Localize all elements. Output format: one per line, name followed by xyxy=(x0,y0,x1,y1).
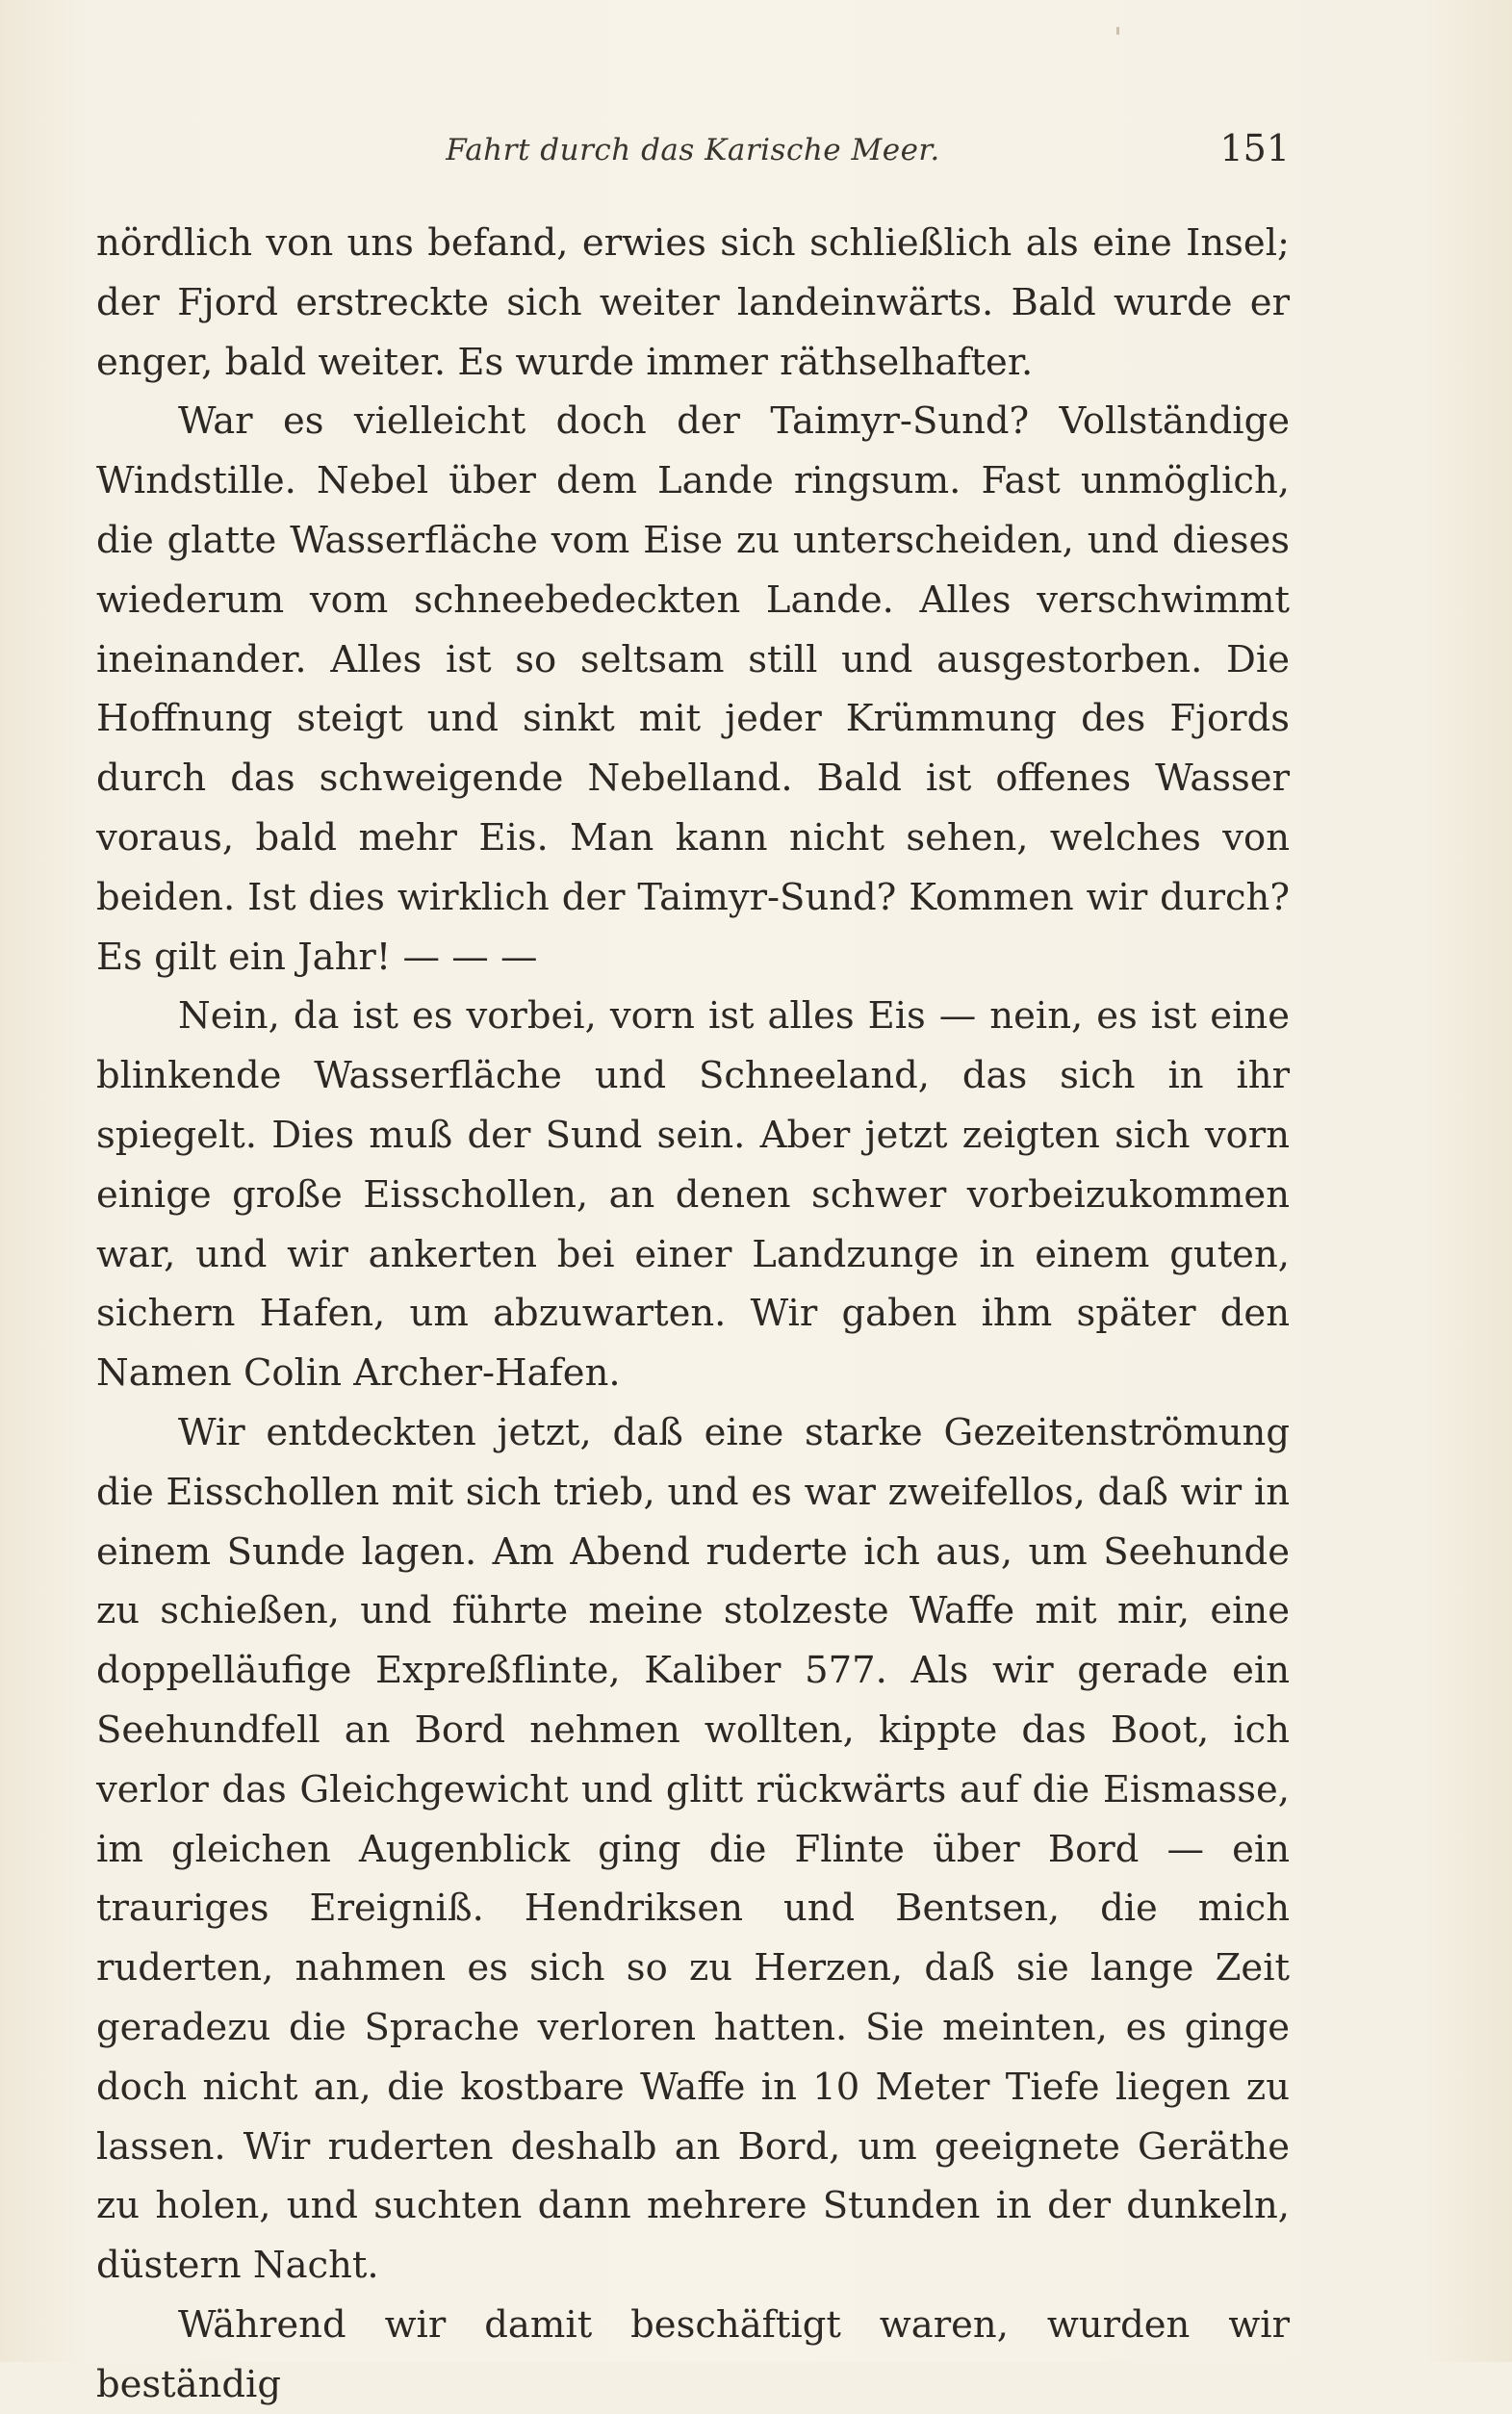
page-header xyxy=(96,127,1290,185)
running-head: Fahrt durch das Karische Meer. xyxy=(446,133,940,167)
page-number: 151 xyxy=(1219,127,1290,169)
paragraph-continuation: nördlich von uns befand, erwies sich schließlich als eine Insel; der Fjord erstreckte sich weiter landeinwärts. Bald wurde er enger, bald weiter. Es wurde immer räthselhafter. xyxy=(96,221,1290,384)
paper-speck xyxy=(1116,27,1119,35)
paragraph: Nein, da ist es vorbei, vorn ist alles Eis — nein, es ist eine blinkende Wasserfläche und Schneeland, das sich in ihr spiegelt. Dies muß der Sund sein. Aber jetzt zeigten sich vorn einige große Eisschollen, an denen schwer vorbeizukommen war, und wir ankerten bei einer Landzunge in einem guten, sichern Hafen, um abzuwarten. Wir gaben ihm später den Namen Colin Archer-Hafen. xyxy=(96,994,1290,1396)
paragraph: War es vielleicht doch der Taimyr-Sund? Vollständige Windstille. Nebel über dem Lande ringsum. Fast unmöglich, die glatte Wasserfläche vom Eise zu unterscheiden, und dieses wiederum vom schneebedeckten Lande. Alles verschwimmt ineinander. Alles ist so seltsam still und ausgestorben. Die Hoffnung steigt und sinkt mit jeder Krümmung des Fjords durch das schweigende Nebelland. Bald ist offenes Wasser voraus, bald mehr Eis. Man kann nicht sehen, welches von beiden. Ist dies wirklich der Taimyr-Sund? Kommen wir durch? Es gilt ein Jahr! — — — xyxy=(96,399,1290,979)
paragraph: Wir entdeckten jetzt, daß eine starke Gezeitenströmung die Eisschollen mit sich trieb, und es war zweifellos, daß wir in einem Sunde lagen. Am Abend ruderte ich aus, um Seehunde zu schießen, und führte meine stolzeste Waffe mit mir, eine doppelläufige Expreßflinte, Kaliber 577. Als wir gerade ein Seehundfell an Bord nehmen wollten, kippte das Boot, ich verlor das Gleichgewicht und glitt rückwärts auf die Eismasse, im gleichen Augenblick ging die Flinte über Bord — ein trauriges Ereigniß. Hendriksen und Bentsen, die mich ruderten, nahmen es sich so zu Herzen, daß sie lange Zeit geradezu die Sprache verloren hatten. Sie meinten, es ginge doch nicht an, die kostbare Waffe in 10 Meter Tiefe liegen zu lassen. Wir ruderten deshalb an Bord, um geeignete Geräthe zu holen, und suchten dann mehrere Stunden in der dunkeln, düstern Nacht. xyxy=(96,1410,1290,2288)
paragraph: Während wir damit beschäftigt waren, wurden wir beständig xyxy=(96,2302,1290,2406)
body-text xyxy=(96,214,1290,2414)
